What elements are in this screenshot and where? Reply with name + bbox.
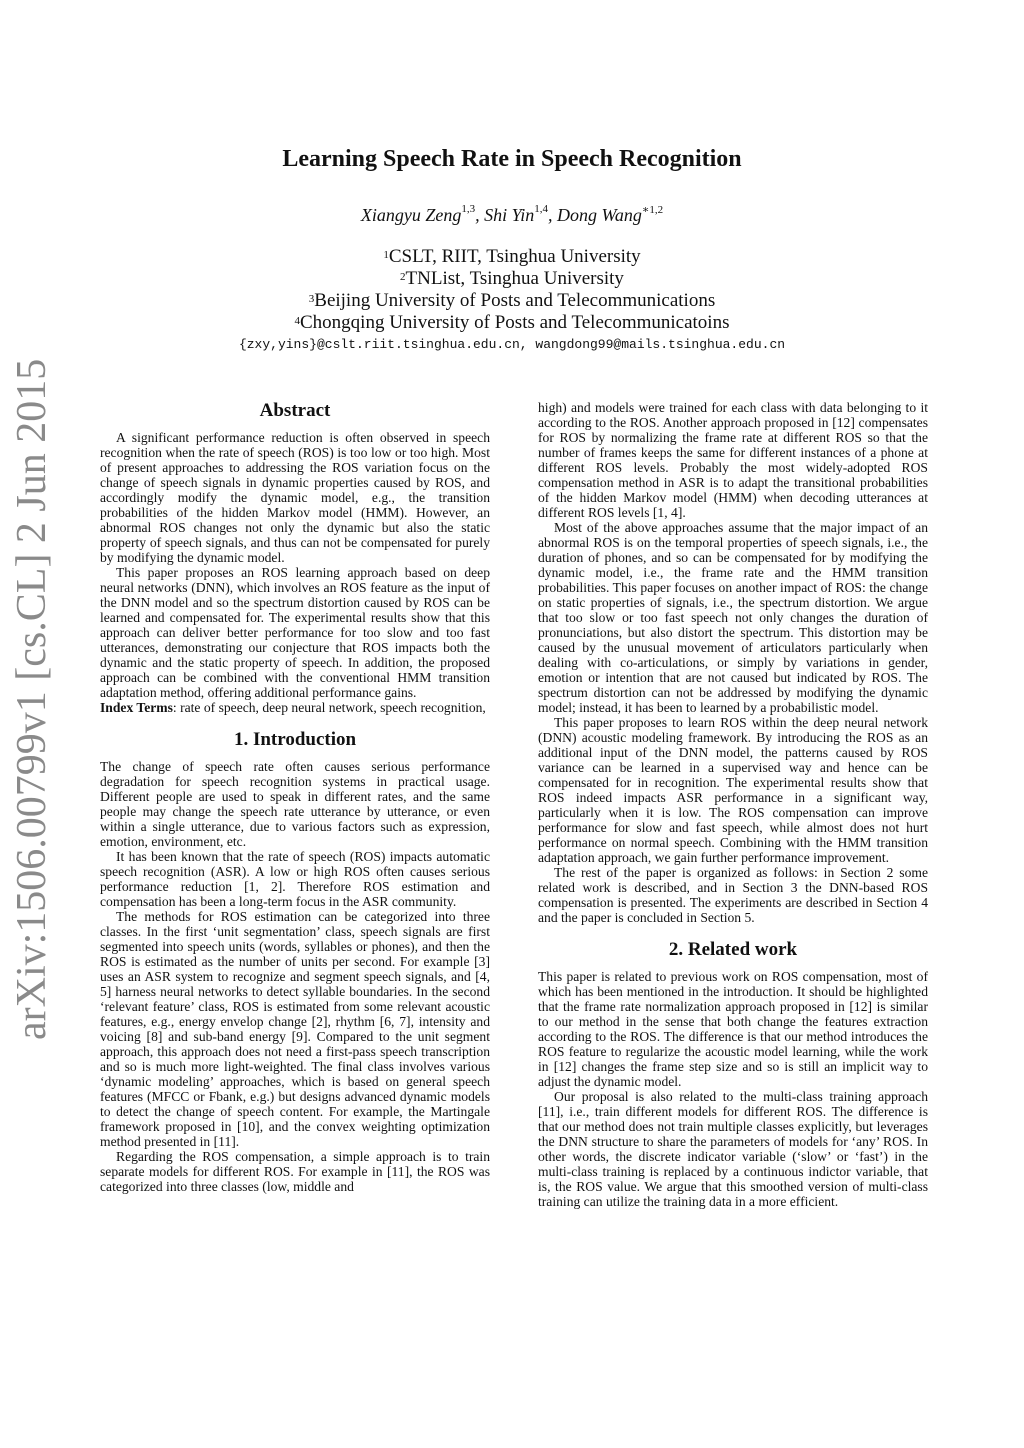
author-affil-sup: ∗1,2 (641, 204, 664, 216)
intro-paragraph: It has been known that the rate of speech (ROS) impacts automatic speech recognition (ASR). A low or high ROS often causes serious performance reduction [1, 2]. Therefore ROS estimation and compensation has been a long-term focus in the ASR community. (100, 849, 490, 909)
intro-paragraph: The rest of the paper is organized as follows: in Section 2 some related work is described, and in Section 3 the DNN-based ROS compensation is presented. The experiments are described in Section 4 and the paper is concluded in Section 5. (538, 865, 928, 925)
affiliation (0, 246, 1024, 268)
author-list: Xiangyu Zeng$^{1,3}$, Shi Yin$^{1,4}$, Dong Wang$^{∗1,2}$ (360, 203, 664, 225)
paper-title: Learning Speech Rate in Speech Recognition (282, 146, 742, 172)
left-column (100, 394, 490, 1194)
related-paragraph: This paper is related to previous work on ROS compensation, most of which has been mentioned in the introduction. It should be highlighted that the frame rate normalization approach proposed in [12] is similar to our method in the sense that both change the features extraction according to the ROS. The difference is that our method introduces the ROS feature to regularize the acoustic model learning, while the work in [12] changes the frame step size and so is still an implicit way to adjust the dynamic model. (538, 969, 928, 1089)
intro-paragraph: high) and models were trained for each class with data belonging to it according to the ROS. Another approach proposed in [12] compensates for ROS by normalizing the frame rate at different ROS so that the number of frames keeps the same for different instances of a phone at different ROS levels. Probably the most widely-adopted ROS compensation method in ASR is to adapt the transitional probabilities of the hidden Markov model (HMM) when decoding utterances at different ROS levels [1, 4]. (538, 400, 928, 520)
affil-sup: 2 (400, 271, 406, 283)
intro-heading: 1. Introduction (233, 729, 357, 750)
affil-sup: 1 (383, 249, 389, 261)
right-column (538, 400, 928, 1209)
affil-text: TNList, Tsinghua University (405, 268, 624, 289)
author-name: Dong Wang (557, 205, 642, 225)
affil-text: Beijing University of Posts and Telecommunications (314, 290, 716, 311)
abstract-paragraph: A significant performance reduction is often observed in speech recognition when the rate of speech (ROS) is too low or too high. Most of present approaches to addressing the ROS variation focus on the change of speech signals in dynamic properties caused by ROS, and accordingly modify the dynamic model, e.g., the transition probabilities of the hidden Markov model (HMM). However, an abnormal ROS changes not only the dynamic but also the static property of speech signals, and thus can not be compensated for purely by modifying the dynamic model. (100, 430, 490, 565)
intro-paragraph: Most of the above approaches assume that the major impact of an abnormal ROS is on the temporal properties of speech signals, i.e., the duration of phones, and so can be compensated for by modifying the dynamic model, i.e., the frame rate and the HMM transition probabilities. This paper focuses on another impact of ROS: the change on static properties of signals, i.e., the spectrum distortion. We argue that too slow or too fast speech not only changes the duration of pronunciations, but also distort the spectrum. This distortion may be caused by the unusual movement of articulators particularly when dealing with co-articulations, or simply by variations in gender, emotion or intention that are not caused but indicated by ROS. The spectrum distortion can not be addressed by modifying the dynamic model; instead, it has been to learned by a probabilistic model. (538, 520, 928, 715)
author-affil-sup: 1,4 (534, 203, 549, 215)
affiliation (0, 268, 1024, 290)
affiliation (0, 312, 1024, 334)
index-terms-label: Index Terms (100, 700, 173, 715)
affil-sup: 3 (308, 293, 315, 305)
affil-text: Chongqing University of Posts and Telecommunicatoins (300, 312, 730, 333)
related-paragraph: Our proposal is also related to the multi-class training approach [11], i.e., train different models for different ROS. The difference is that our method does not train multiple classes explicitly, but leverages the DNN structure to share the parameters of models for ‘any’ ROS. In other words, the discrete indicator variable (‘slow’ or ‘fast’) in the multi-class training is replaced by a continuous indictor variable, that is, the ROS value. We argue that this smoothed version of multi-class training can utilize the training data in a more efficient. (538, 1089, 928, 1209)
index-terms-text: : rate of speech, deep neural network, speech recognition, (172, 700, 486, 715)
intro-paragraph: The methods for ROS estimation can be categorized into three classes. In the first ‘unit segmentation’ class, speech signals are first segmented into speech units (words, syllables or phones), and then the ROS is estimated as the number of units per second. For example [3] uses an ASR system to recognize and segment speech signals, and [4, 5] harness neural networks to detect syllable boundaries. In the second ‘relevant feature’ class, ROS is estimated from some relevant acoustic features, e.g., energy envelop change [2], rhythm [6, 7], intensity and voicing [8] and sub-band energy [9]. Compared to the unit segment approach, this approach does not need a first-pass speech transcription and so is much more light-weighted. The final class involves various ‘dynamic modeling’ approaches, which is based on general speech features (MFCC or Fbank, e.g.) but designs advanced dynamic models to detect the change of speech content. For example, the Martingale framework proposed in [10], and the convex weighting optimization method presented in [11]. (100, 909, 490, 1149)
affil-sup: 4 (294, 315, 300, 327)
abstract-heading: Abstract (259, 400, 331, 421)
affiliation-list (0, 246, 1024, 334)
intro-paragraph: The change of speech rate often causes serious performance degradation for speech recognition systems in practical usage. Different people are used to speak in different rates, and the same people may change the speech rate utterance by utterance, or even within a single utterance, due to various factors such as expression, emotion, environment, etc. (100, 759, 490, 849)
intro-paragraph: Regarding the ROS compensation, a simple approach is to train separate models for different ROS. For example in [11], the ROS was categorized into three classes (low, middle and (100, 1149, 490, 1194)
index-terms (100, 700, 490, 715)
affiliation (0, 290, 1024, 312)
intro-paragraph: This paper proposes to learn ROS within the deep neural network (DNN) acoustic modeling framework. By introducing the ROS as an additional input of the DNN model, the patterns caused by ROS variance can be learned in a supervised way and hence can be compensated for in recognition. The experimental results show that ROS indeed impacts ASR performance in a significant way, particularly when it is low. The ROS compensation can improve performance for slow and fast speech, while almost does not hurt performance on normal speech. Combining with the HMM transition adaptation approach, we gain further performance improvement. (538, 715, 928, 865)
arxiv-identifier: arXiv:1506.00799v1 [cs.CL] 2 Jun 2015 (9, 358, 55, 1040)
author-name: Xiangyu Zeng (360, 205, 462, 225)
contact-emails: {zxy,yins}@cslt.riit.tsinghua.edu.cn, wangdong99@mails.tsinghua.edu.cn (238, 337, 786, 352)
affil-text: CSLT, RIIT, Tsinghua University (388, 246, 641, 267)
author-name: Shi Yin (484, 205, 535, 225)
author-affil-sup: 1,3 (461, 203, 476, 215)
related-work-heading: 2. Related work (668, 939, 798, 960)
abstract-paragraph: This paper proposes an ROS learning approach based on deep neural networks (DNN), which involves an ROS feature as the input of the DNN model and so the spectrum distortion caused by ROS can be learned and compensated for. The experimental results show that this approach can deliver better performance for too slow and too fast utterances, demonstrating our conjecture that ROS impacts both the dynamic and the static property of speech. In addition, the proposed approach can be combined with the conventional HMM transition adaptation method, offering additional performance gains. (100, 565, 490, 700)
